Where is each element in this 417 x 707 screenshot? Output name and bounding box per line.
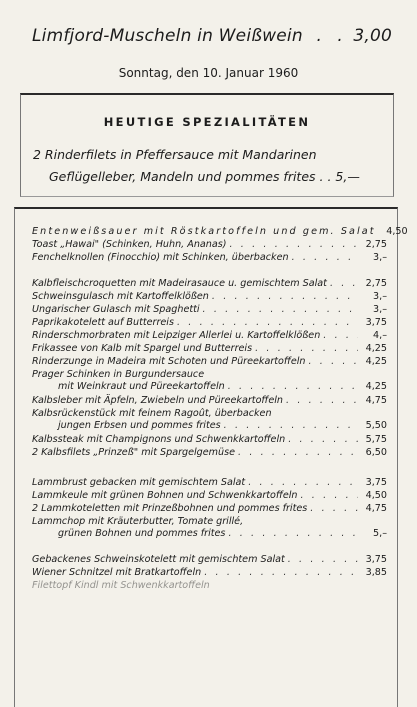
menu-item: Toast „Hawai" (Schinken, Huhn, Ananas) . . . 2,75 [32, 239, 387, 251]
header-dish-price: 3,00 [353, 26, 392, 46]
menu-item: Paprikakotelett auf Butterreis . . . 3,75 [32, 317, 387, 329]
menu-item: Lammchop mit Kräuterbutter, Tomate grillé, grünen Bohnen und pommes frites . . . 5,– [32, 516, 387, 540]
menu-item: Rinderzunge in Madeira mit Schoten und Püreekartoffeln . . . 4,25 [32, 356, 387, 368]
header-dish-dots: . . [316, 26, 348, 46]
menu-item: Lammbrust gebacken mit gemischtem Salat . . . 3,75 [32, 477, 387, 489]
menu-item: Rinderschmorbraten mit Leipziger Allerlei u. Kartoffelklößen . . . 4,– [32, 330, 387, 342]
menu-item: Kalbsrückenstück mit feinem Ragoût, überbacken jungen Erbsen und pommes frites . . . 5,50 [32, 408, 387, 432]
menu-item: Kalbsleber mit Äpfeln, Zwiebeln und Püreekartoffeln . . . 4,75 [32, 395, 387, 407]
specials-line-2: Geflügelleber, Mandeln und pommes frites . . 5,— [49, 169, 360, 184]
menu-item: Frikassee von Kalb mit Spargel und Butterreis . . . 4,25 [32, 343, 387, 355]
specials-heading: HEUTIGE SPEZIALITÄTEN [103, 115, 311, 129]
menu-item: Ungarischer Gulasch mit Spaghetti . . . 3,– [32, 304, 387, 316]
menu-item: Fenchelknollen (Finocchio) mit Schinken, überbacken . . . 3,– [32, 252, 387, 264]
menu-item: Gebackenes Schweinskotelett mit gemischtem Salat . . . 3,75 [32, 554, 387, 566]
menu-item: Prager Schinken in Burgundersauce mit Weinkraut und Püreekartoffeln . . . 4,25 [32, 369, 387, 393]
specials-box [20, 93, 394, 197]
menu-date: Sonntag, den 10. Januar 1960 [118, 66, 299, 80]
menu-item: Lammkeule mit grünen Bohnen und Schwenkkartoffeln . . . 4,50 [32, 490, 387, 502]
menu-item: Kalbssteak mit Champignons und Schwenkkartoffeln . . . 5,75 [32, 434, 387, 446]
menu-box [14, 207, 408, 707]
menu-item: 2 Kalbsfilets „Prinzeß" mit Spargelgemüse . . . 6,50 [32, 447, 387, 459]
menu-item: Entenweißsauer mit Röstkartoffeln und gem. Salat 4,50 [32, 226, 408, 237]
menu-item: 2 Lammkoteletten mit Prinzeßbohnen und pommes frites . . . 4,75 [32, 503, 387, 515]
menu-item: Kalbfleischcroquetten mit Madeirasauce u. gemischtem Salat . . . 2,75 [32, 278, 387, 290]
menu-item: Schweinsgulasch mit Kartoffelklößen . . . 3,– [32, 291, 387, 303]
specials-line-1: 2 Rinderfilets in Pfeffersauce mit Mandarinen [33, 147, 317, 162]
header-dish [32, 26, 392, 46]
menu-item: Filettopf Kindl mit Schwenkkartoffeln [32, 580, 210, 591]
header-dish-name: Limfjord-Muscheln in Weißwein [32, 26, 303, 46]
menu-item: Wiener Schnitzel mit Bratkartoffeln . . . 3,85 [32, 567, 387, 579]
